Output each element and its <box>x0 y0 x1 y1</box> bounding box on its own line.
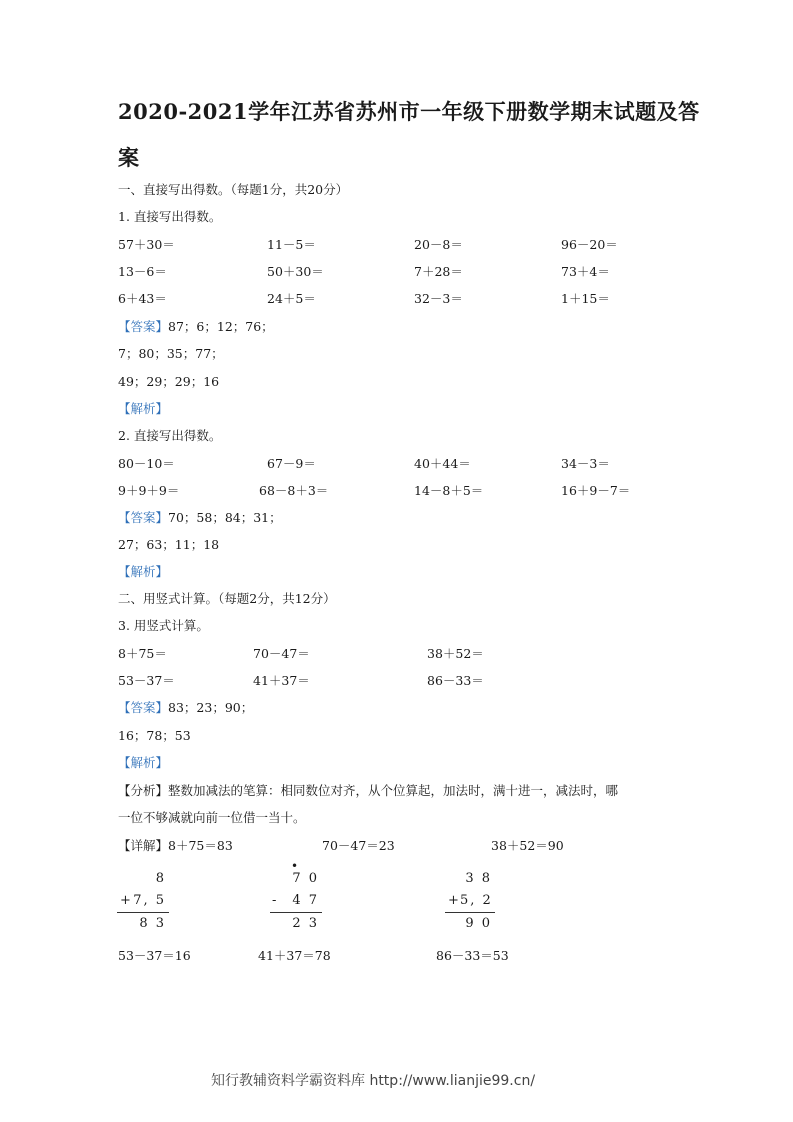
q1-cell: 50＋30＝ <box>267 264 324 279</box>
vertical-rule <box>270 912 322 913</box>
vertical-operator: + <box>120 893 133 908</box>
answer-text: 27；63；11；18 <box>118 537 220 552</box>
q3-cell: 53－37＝ <box>118 673 175 688</box>
vertical-rule <box>445 912 495 913</box>
q1-cell: 24＋5＝ <box>267 291 316 306</box>
borrow-dot: • <box>291 859 299 873</box>
q3-cell: 70－47＝ <box>253 646 310 661</box>
vertical-result: 9 0 <box>465 916 492 931</box>
answer-tag: 【答案】 <box>118 319 169 334</box>
vertical-operator: + <box>448 893 461 908</box>
analysis-tag: 【解析】 <box>118 755 169 770</box>
q1-label: 1. 直接写出得数。 <box>118 209 222 224</box>
detail-equation: 70－47＝23 <box>322 838 395 853</box>
vertical-result: 2 3 <box>292 916 319 931</box>
q1-cell: 6＋43＝ <box>118 291 167 306</box>
analysis-tag: 【解析】 <box>118 401 169 416</box>
q2-cell: 68－8＋3＝ <box>259 483 329 498</box>
vertical-top: 7 0 <box>292 871 319 886</box>
vertical-operator: - <box>272 893 279 908</box>
q3-cell: 41＋37＝ <box>253 673 310 688</box>
q1-cell: 11－5＝ <box>267 237 316 252</box>
q1-cell: 1＋15＝ <box>561 291 610 306</box>
vertical-middle: 7, 5 <box>133 893 166 908</box>
fenxi-text: 一位不够减就向前一位借一当十。 <box>118 810 306 825</box>
answer-tag: 【答案】 <box>118 700 169 715</box>
answer-text: 87；6；12；76； <box>168 319 274 334</box>
vertical-top: 8 <box>155 871 166 886</box>
vertical-top: 3 8 <box>465 871 492 886</box>
fenxi-text: 整数加减法的笔算：相同数位对齐，从个位算起，加法时，满十进一，减法时，哪 <box>168 783 619 798</box>
detail-tag: 【详解】 <box>118 838 169 853</box>
answer-text: 83；23；90； <box>168 700 254 715</box>
q2-cell: 80－10＝ <box>118 456 175 471</box>
q1-cell: 13－6＝ <box>118 264 167 279</box>
section2-heading: 二、用竖式计算。（每题2分，共12分） <box>118 591 336 606</box>
q1-cell: 96－20＝ <box>561 237 618 252</box>
q1-cell: 73＋4＝ <box>561 264 610 279</box>
answer-text: 70；58；84；31； <box>168 510 282 525</box>
q2-cell: 67－9＝ <box>267 456 316 471</box>
vertical-result: 8 3 <box>139 916 166 931</box>
vertical-middle: 4 7 <box>292 893 319 908</box>
q2-cell: 34－3＝ <box>561 456 610 471</box>
page-title: 2020-2021学年江苏省苏州市一年级下册数学期末试题及答 <box>118 99 700 124</box>
vertical-rule <box>117 912 169 913</box>
q1-cell: 32－3＝ <box>414 291 463 306</box>
q2-cell: 16＋9－7＝ <box>561 483 631 498</box>
q1-cell: 7＋28＝ <box>414 264 463 279</box>
footer-watermark: 知行教辅资料学霸资料库 http://www.lianjie99.cn/ <box>211 1073 536 1089</box>
answer-text: 49；29；29；16 <box>118 374 220 389</box>
detail-equation: 38＋52＝90 <box>491 838 564 853</box>
q1-cell: 57＋30＝ <box>118 237 175 252</box>
q3-cell: 86－33＝ <box>427 673 484 688</box>
section1-heading: 一、直接写出得数。（每题1分，共20分） <box>118 182 349 197</box>
vertical-middle: 5, 2 <box>460 893 493 908</box>
fenxi-tag: 【分析】 <box>118 783 169 798</box>
detail-equation: 53－37＝16 <box>118 948 191 963</box>
q3-cell: 38＋52＝ <box>427 646 484 661</box>
answer-tag: 【答案】 <box>118 510 169 525</box>
q2-label: 2. 直接写出得数。 <box>118 428 222 443</box>
q3-cell: 8＋75＝ <box>118 646 167 661</box>
q2-cell: 14－8＋5＝ <box>414 483 484 498</box>
detail-equation: 41＋37＝78 <box>258 948 331 963</box>
detail-equation: 86－33＝53 <box>436 948 509 963</box>
answer-text: 7；80；35；77； <box>118 346 224 361</box>
analysis-tag: 【解析】 <box>118 564 169 579</box>
answer-text: 16；78；53 <box>118 728 191 743</box>
q1-cell: 20－8＝ <box>414 237 463 252</box>
q2-cell: 40＋44＝ <box>414 456 471 471</box>
page-title-continued: 案 <box>118 145 140 170</box>
q2-cell: 9＋9＋9＝ <box>118 483 180 498</box>
q3-label: 3. 用竖式计算。 <box>118 618 209 633</box>
detail-equation: 8＋75＝83 <box>168 838 233 853</box>
